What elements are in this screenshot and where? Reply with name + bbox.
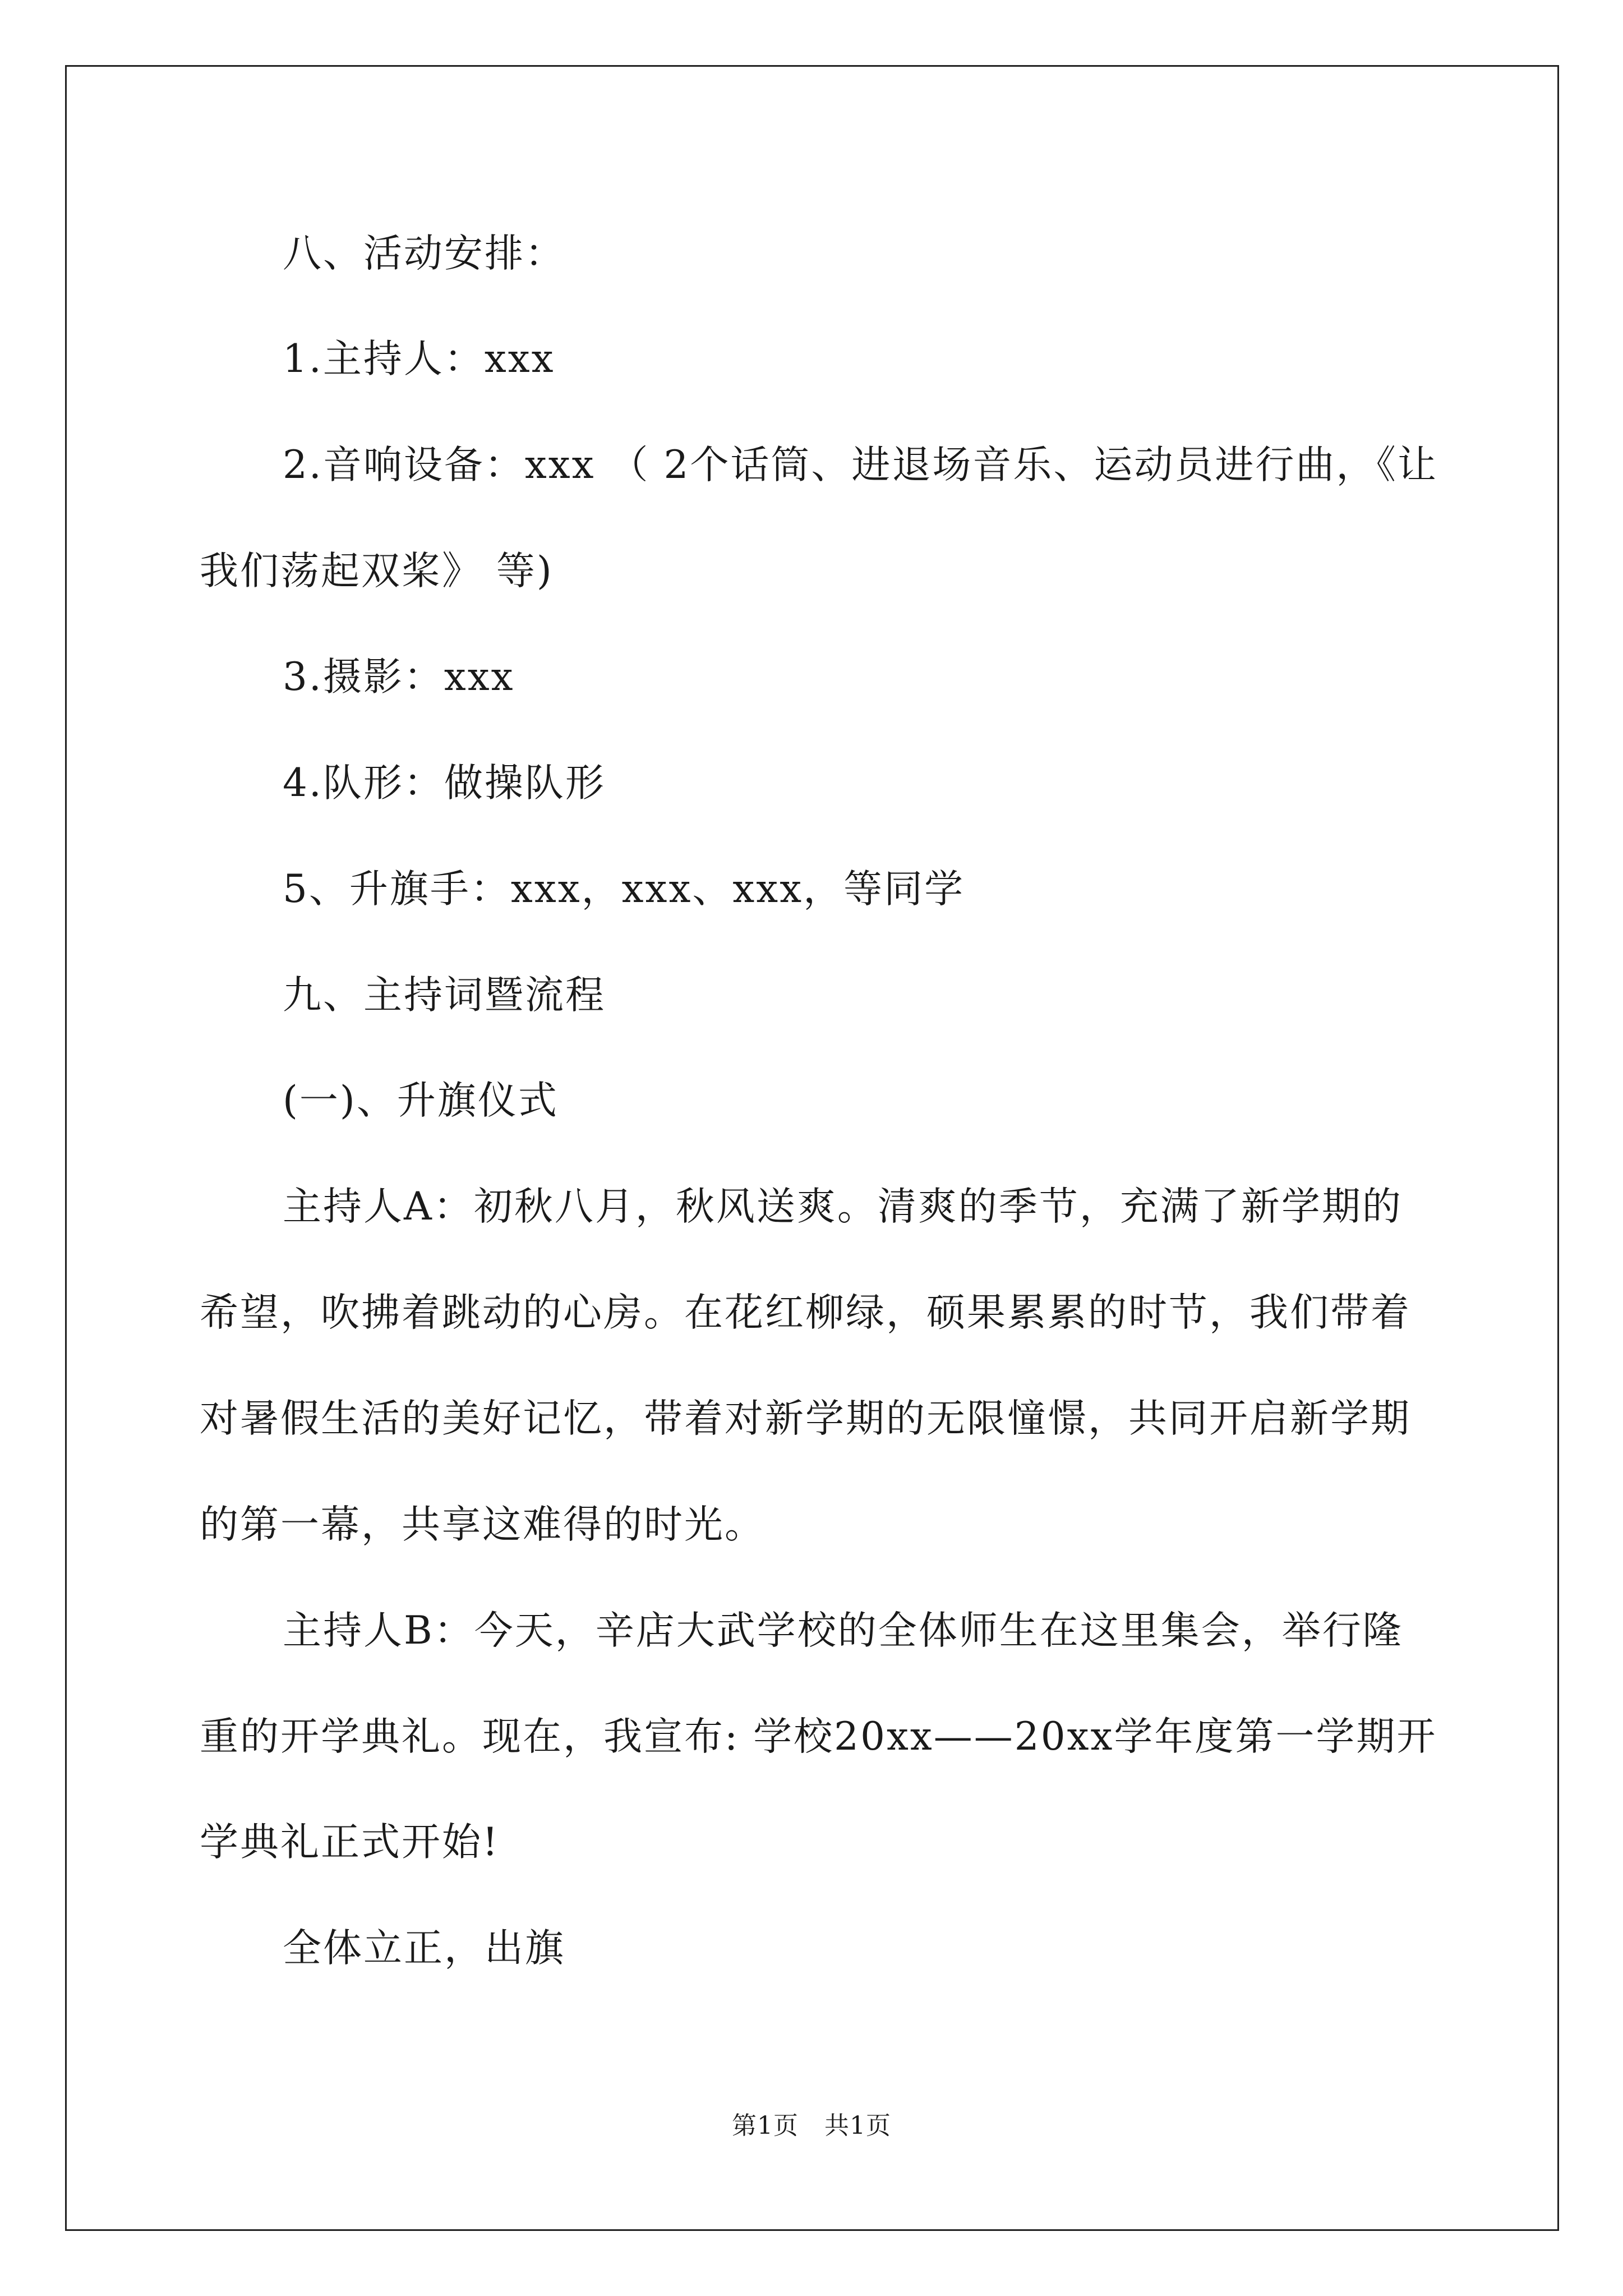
- paragraph-host-a-cont3: 的第一幕，共享这难得的时光。: [200, 1502, 765, 1547]
- page-footer: [0, 2111, 1623, 2141]
- paragraph-host-a-cont2: 对暑假生活的美好记忆，带着对新学期的无限憧憬，共同开启新学期: [200, 1396, 1411, 1441]
- section-heading-activity: 八、活动安排：: [283, 231, 565, 276]
- paragraph-photo: 3.摄影：xxx: [283, 655, 515, 700]
- page-border: [65, 65, 1559, 2231]
- page-number: 第1页: [732, 2111, 799, 2140]
- paragraph-audio-cont: 我们荡起双桨》 等): [200, 549, 554, 593]
- paragraph-attention: 全体立正，出旗: [283, 1926, 565, 1971]
- page-total: 共1页: [824, 2111, 891, 2140]
- paragraph-host-b-cont1: 重的开学典礼。现在，我宣布: 学校20xx——20xx学年度第一学期开: [200, 1714, 1437, 1759]
- subsection-heading-flag: (一)、升旗仪式: [283, 1078, 559, 1123]
- paragraph-flag-bearers: 5、升旗手：xxx，xxx、xxx，等同学: [283, 867, 965, 912]
- paragraph-host: 1.主持人：xxx: [283, 337, 555, 381]
- paragraph-formation: 4.队形：做操队形: [283, 761, 606, 806]
- paragraph-host-b-cont2: 学典礼正式开始!: [200, 1820, 500, 1865]
- paragraph-host-a: 主持人A：初秋八月，秋风送爽。清爽的季节，充满了新学期的: [283, 1184, 1403, 1229]
- paragraph-host-a-cont1: 希望，吹拂着跳动的心房。在花红柳绿，硕果累累的时节，我们带着: [200, 1290, 1411, 1335]
- paragraph-host-b: 主持人B：今天，辛店大武学校的全体师生在这里集会，举行隆: [283, 1608, 1403, 1653]
- paragraph-audio: 2.音响设备：xxx （ 2个话筒、进退场音乐、运动员进行曲，《让: [283, 443, 1438, 487]
- section-heading-script: 九、主持词暨流程: [283, 973, 606, 1018]
